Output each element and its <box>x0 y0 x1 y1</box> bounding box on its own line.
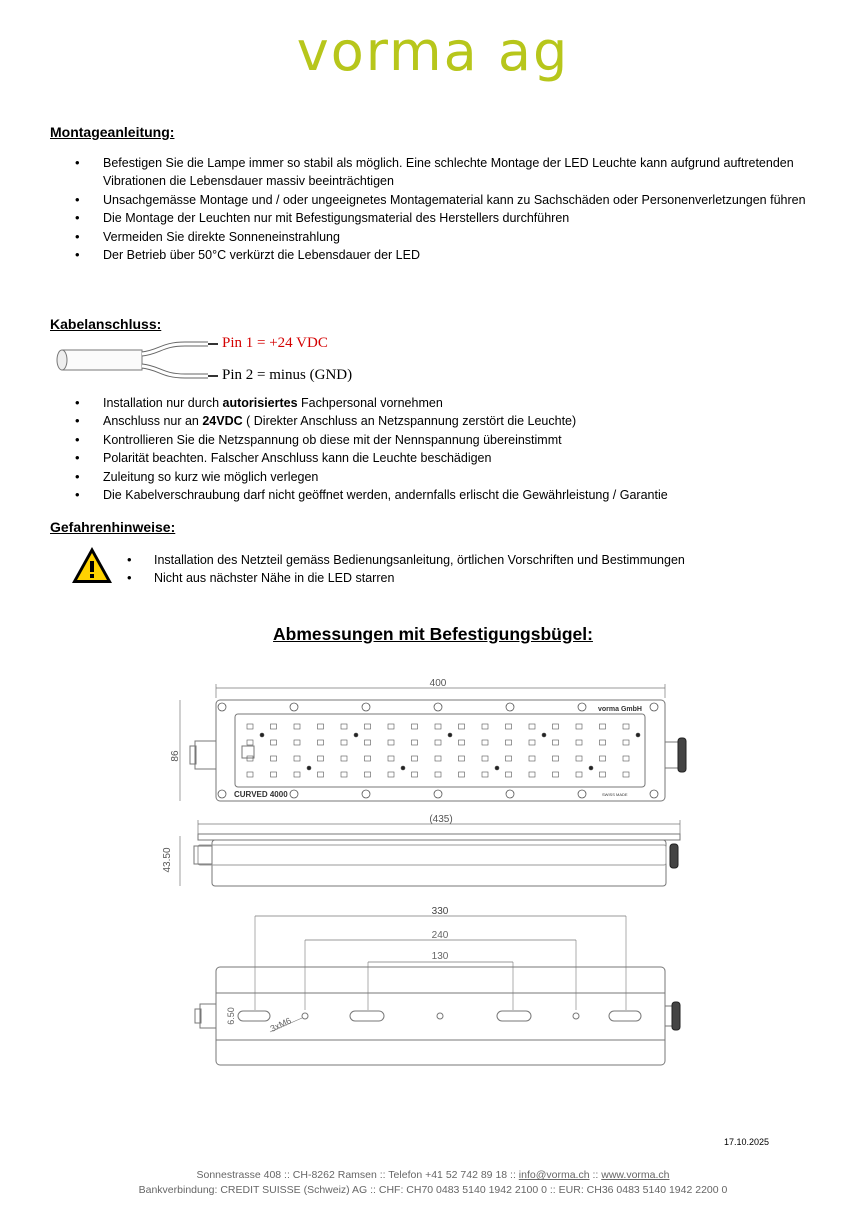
company-logo: vorma ag <box>296 20 570 83</box>
led-chip <box>623 772 629 777</box>
led-chip <box>600 740 606 745</box>
kabel-heading: Kabelanschluss: <box>50 316 162 332</box>
list-item: • Befestigen Sie die Lampe immer so stabil als möglich. Eine schlechte Montage der LED Leuchte kann aufgrund auftretenden Vibrationen die Lebensdauer massiv beeinträchtigen <box>0 154 823 191</box>
led-chip <box>247 740 253 745</box>
dimensions-title <box>0 624 866 645</box>
led-chip <box>576 724 582 729</box>
pin1-label: Pin 1 = +24 VDC <box>222 335 328 351</box>
screw <box>506 703 514 711</box>
gefahr-heading: Gefahrenhinweise: <box>50 519 176 535</box>
list-item <box>0 412 823 430</box>
led-dot <box>636 733 640 737</box>
led-chip <box>553 740 559 745</box>
montage-heading: Montageanleitung: <box>50 124 175 140</box>
cable-illustration <box>50 334 220 386</box>
led-chip <box>388 772 394 777</box>
led-chip <box>529 772 535 777</box>
email-link[interactable]: info@vorma.ch <box>518 1169 590 1181</box>
led-chip <box>482 756 488 761</box>
text-span: Anschluss nur an <box>103 414 203 429</box>
led-chip <box>365 724 371 729</box>
dimension-drawing <box>150 670 710 1080</box>
led-chip <box>623 756 629 761</box>
led-chip <box>318 724 324 729</box>
led-chip <box>600 772 606 777</box>
footer-text: Sonnestrasse 408 :: CH-8262 Ramsen :: Telefon +41 52 742 89 18 :: <box>196 1169 519 1181</box>
screw <box>218 790 226 798</box>
led-chip <box>435 756 441 761</box>
dim-6-50: 6.50 <box>226 1007 236 1025</box>
swiss-label: SWISS MADE <box>602 792 628 797</box>
dim-86: 86 <box>170 750 181 762</box>
dim-43-50: 43.50 <box>162 847 173 873</box>
led-chip <box>294 740 300 745</box>
led-chip <box>412 772 418 777</box>
led-chip <box>482 740 488 745</box>
thread-label: 3xM6 <box>268 1015 293 1034</box>
screw <box>506 790 514 798</box>
screw <box>650 790 658 798</box>
led-chip <box>459 724 465 729</box>
model-label: CURVED 4000 <box>234 790 288 799</box>
screw <box>290 703 298 711</box>
led-dot <box>401 766 405 770</box>
list-item: • Der Betrieb über 50°C verkürzt die Lebensdauer der LED <box>0 246 823 264</box>
led-chip <box>271 724 277 729</box>
screw <box>218 703 226 711</box>
bold-span: 24VDC <box>202 414 243 429</box>
pin2-label: Pin 2 = minus (GND) <box>222 367 353 383</box>
screw <box>362 703 370 711</box>
led-chip <box>294 772 300 777</box>
led-chip <box>459 772 465 777</box>
document-date: 17.10.2025 <box>723 1137 769 1147</box>
list-item: • Installation des Netzteil gemäss Bedienungsanleitung, örtlichen Vorschriften und Bestimmungen <box>0 551 866 569</box>
led-chip <box>623 724 629 729</box>
led-chip <box>506 724 512 729</box>
led-chip <box>506 772 512 777</box>
led-chip <box>271 740 277 745</box>
bold-span: autorisiertes <box>222 396 298 410</box>
led-dot <box>354 733 358 737</box>
led-chip <box>318 740 324 745</box>
led-chip <box>365 772 371 777</box>
list-item: • Zuleitung so kurz wie möglich verlegen <box>0 468 823 486</box>
list-item: • Vermeiden Sie direkte Sonneneinstrahlung <box>0 228 823 246</box>
led-dot <box>589 766 593 770</box>
led-dot <box>307 766 311 770</box>
led-chip <box>482 724 488 729</box>
list-item: • Die Montage der Leuchten nur mit Befestigungsmaterial des Herstellers durchführen <box>0 209 823 227</box>
led-chip <box>529 740 535 745</box>
led-chip <box>576 756 582 761</box>
dim-240: 240 <box>431 930 449 941</box>
led-chip <box>553 724 559 729</box>
list-item <box>0 394 823 412</box>
led-chip <box>365 756 371 761</box>
text-span: Fachpersonal vornehmen <box>297 396 443 410</box>
montage-list <box>0 154 823 264</box>
text-span: ( Direkter Anschluss an Netzspannung zerstört die Leuchte) <box>242 414 577 429</box>
led-chip <box>553 756 559 761</box>
led-chip <box>388 740 394 745</box>
led-chip <box>341 740 347 745</box>
dim-435: (435) <box>429 814 453 825</box>
led-chip <box>365 740 371 745</box>
screw <box>434 703 442 711</box>
led-chip <box>459 740 465 745</box>
led-chip <box>435 772 441 777</box>
led-chip <box>271 772 277 777</box>
led-chip <box>600 756 606 761</box>
gefahr-list <box>0 551 866 588</box>
led-chip <box>529 724 535 729</box>
led-chip <box>412 724 418 729</box>
list-item: • Kontrollieren Sie die Netzspannung ob diese mit der Nennspannung übereinstimmt <box>0 431 823 449</box>
led-chip <box>318 772 324 777</box>
list-item: • Unsachgemässe Montage und / oder ungeeignetes Montagematerial kann zu Sachschäden oder Personenverletzungen führen <box>0 191 823 209</box>
led-chip <box>529 756 535 761</box>
led-chip <box>318 756 324 761</box>
led-chip <box>247 724 253 729</box>
screw <box>650 703 658 711</box>
led-chip <box>294 756 300 761</box>
led-dot <box>542 733 546 737</box>
screw <box>362 790 370 798</box>
led-chip <box>388 724 394 729</box>
led-chip <box>506 740 512 745</box>
dim-130: 130 <box>431 951 449 962</box>
brand-label: vorma GmbH <box>598 706 642 713</box>
text-span: Installation nur durch <box>103 396 223 410</box>
led-dot <box>495 766 499 770</box>
dimensions-title-text: Abmessungen mit Befestigungsbügel: <box>273 624 593 644</box>
led-chip <box>576 772 582 777</box>
screw <box>578 703 586 711</box>
led-dot <box>448 733 452 737</box>
screw <box>290 790 298 798</box>
led-chip <box>341 772 347 777</box>
footer-sep: :: <box>589 1169 602 1181</box>
led-chip <box>600 724 606 729</box>
led-chip <box>459 756 465 761</box>
led-dot <box>260 733 264 737</box>
led-chip <box>247 772 253 777</box>
kabel-list <box>0 394 823 504</box>
led-chip <box>388 756 394 761</box>
footer-address <box>0 1168 866 1183</box>
led-chip <box>271 756 277 761</box>
led-chip <box>506 756 512 761</box>
dim-400: 400 <box>429 678 447 689</box>
dim-330: 330 <box>431 906 449 917</box>
screw <box>434 790 442 798</box>
led-chip <box>482 772 488 777</box>
led-chip <box>435 724 441 729</box>
led-chip <box>435 740 441 745</box>
led-chip <box>412 756 418 761</box>
list-item: • Nicht aus nächster Nähe in die LED starren <box>0 569 866 587</box>
led-chip <box>623 740 629 745</box>
led-chip <box>553 772 559 777</box>
screw <box>578 790 586 798</box>
list-item: • Polarität beachten. Falscher Anschluss kann die Leuchte beschädigen <box>0 449 823 467</box>
led-chip <box>341 756 347 761</box>
list-item: • Die Kabelverschraubung darf nicht geöffnet werden, andernfalls erlischt die Gewährleistung / Garantie <box>0 486 823 504</box>
led-chip <box>576 740 582 745</box>
led-chip <box>341 724 347 729</box>
led-chip <box>412 740 418 745</box>
led-chip <box>294 724 300 729</box>
website-link[interactable]: www.vorma.ch <box>601 1169 670 1181</box>
footer-bank: Bankverbindung: CREDIT SUISSE (Schweiz) AG :: CHF: CH70 0483 5140 1942 2100 0 :: EUR: CH36 0483 5140 1942 2200 0 <box>138 1184 728 1196</box>
